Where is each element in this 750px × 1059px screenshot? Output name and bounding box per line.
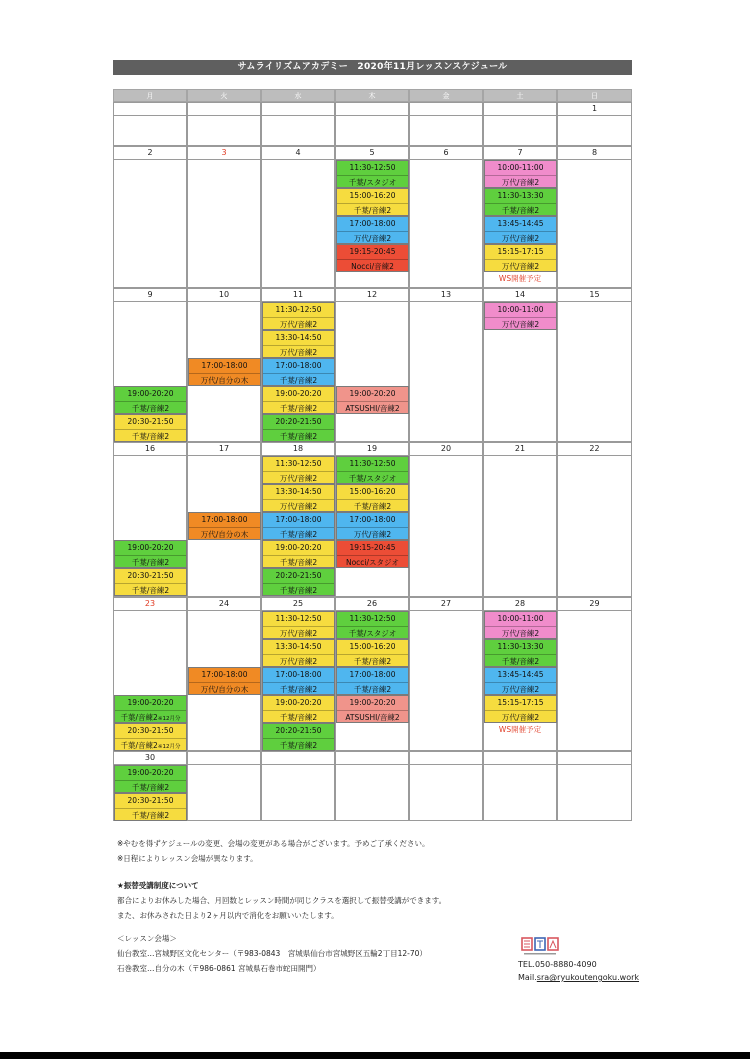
lesson-place-text: 万代/音練2 xyxy=(501,628,540,638)
lesson-block[interactable] xyxy=(114,695,187,723)
lesson-time: 10:00-11:00 xyxy=(497,614,544,623)
lesson-place-text: 万代/音練2 xyxy=(501,233,540,243)
day-cell xyxy=(113,115,187,146)
day-number: 13 xyxy=(409,288,483,302)
lesson-time: 11:30-12:50 xyxy=(275,305,322,314)
lesson-block[interactable] xyxy=(114,540,187,568)
lesson-month-note: ※12月分 xyxy=(157,715,181,722)
venue-ishinomaki: 石巻教室…自分の木（〒986-0861 宮城県石巻市蛇田開門） xyxy=(117,964,321,973)
lesson-time: 19:00-20:20 xyxy=(349,389,396,398)
weekday-header: 火 xyxy=(187,89,261,102)
lesson-block[interactable] xyxy=(484,302,557,330)
lesson-place-text: 万代/音練2 xyxy=(279,347,318,357)
contact-mail xyxy=(518,973,639,982)
venue-differs-note: ※日程によりレッスン会場が異なります。 xyxy=(117,854,258,863)
lesson-block[interactable] xyxy=(336,512,409,540)
lesson-block[interactable] xyxy=(114,793,187,821)
lesson-block[interactable] xyxy=(262,639,335,667)
lesson-place-text: 千葉/音練2 xyxy=(131,585,170,595)
lesson-place xyxy=(337,682,408,696)
lesson-place xyxy=(337,471,408,485)
day-number xyxy=(187,751,261,765)
day-cell xyxy=(483,455,557,597)
lesson-time: 20:30-21:50 xyxy=(127,796,174,805)
lesson-place-text: Nocci/音練2 xyxy=(351,261,394,271)
lesson-place xyxy=(485,259,556,273)
lesson-place xyxy=(485,654,556,668)
day-number: 18 xyxy=(261,442,335,456)
transfer-line-2: また、お休みされた日より2ヶ月以内で消化をお願いいたします。 xyxy=(117,911,339,920)
day-cell xyxy=(335,115,409,146)
lesson-block[interactable] xyxy=(336,611,409,639)
day-number: 26 xyxy=(335,597,409,611)
lesson-place-text: 千葉/音練2 xyxy=(279,431,318,441)
lesson-block[interactable] xyxy=(114,568,187,596)
ws-note: WS開催予定 xyxy=(498,274,542,283)
lesson-time: 11:30-12:50 xyxy=(275,459,322,468)
day-cell xyxy=(261,159,335,288)
day-number: 25 xyxy=(261,597,335,611)
transfer-title: ★振替受講制度について xyxy=(117,881,199,890)
day-number: 23 xyxy=(113,597,187,611)
lesson-time: 13:45-14:45 xyxy=(497,670,544,679)
lesson-time: 20:30-21:50 xyxy=(127,571,174,580)
lesson-place-text: 千葉/音練2 xyxy=(279,375,318,385)
lesson-time: 11:30-12:50 xyxy=(349,614,396,623)
lesson-time: 13:30-14:50 xyxy=(275,487,322,496)
sra-logo-icon xyxy=(520,936,560,958)
lesson-place-text: 万代/自分の木 xyxy=(200,375,249,385)
lesson-time: 19:15-20:45 xyxy=(349,543,396,552)
lesson-place-text: 万代/音練2 xyxy=(279,319,318,329)
lesson-block[interactable] xyxy=(336,160,409,188)
lesson-place xyxy=(189,373,260,387)
lesson-place-text: 万代/音練2 xyxy=(501,177,540,187)
lesson-place xyxy=(263,527,334,541)
day-cell xyxy=(187,159,261,288)
lesson-place-text: 千葉/音練2 xyxy=(279,585,318,595)
day-cell xyxy=(483,764,557,821)
lesson-time: 17:00-18:00 xyxy=(201,361,248,370)
lesson-place-text: 千葉/音練2 xyxy=(131,810,170,820)
day-number: 11 xyxy=(261,288,335,302)
lesson-place-text: 千葉/音練2 xyxy=(279,712,318,722)
lesson-block[interactable] xyxy=(262,695,335,723)
lesson-block[interactable] xyxy=(262,667,335,695)
lesson-place xyxy=(115,738,186,752)
day-number: 2 xyxy=(113,146,187,160)
mail-label: Mail. xyxy=(518,973,537,982)
lesson-block[interactable] xyxy=(484,667,557,695)
day-cell xyxy=(557,455,632,597)
lesson-place-text: 千葉/音練2 xyxy=(131,557,170,567)
day-number: 7 xyxy=(483,146,557,160)
lesson-time: 19:00-20:20 xyxy=(127,543,174,552)
day-number: 15 xyxy=(557,288,632,302)
weekday-header: 日 xyxy=(557,89,632,102)
day-cell xyxy=(409,455,483,597)
lesson-time: 13:30-14:50 xyxy=(275,333,322,342)
lesson-place-text: 万代/音練2 xyxy=(501,684,540,694)
lesson-time: 11:30-13:30 xyxy=(497,191,544,200)
day-number: 14 xyxy=(483,288,557,302)
lesson-place-text: 千葉/音練2 xyxy=(279,557,318,567)
day-number: 6 xyxy=(409,146,483,160)
lesson-block[interactable] xyxy=(262,302,335,330)
day-number xyxy=(261,751,335,765)
lesson-place-text: 千葉/スタジオ xyxy=(348,628,397,638)
lesson-place xyxy=(337,710,408,724)
lesson-block[interactable] xyxy=(336,540,409,568)
lesson-place-text: 千葉/音練2 xyxy=(131,431,170,441)
day-cell xyxy=(409,610,483,751)
lesson-block[interactable] xyxy=(484,611,557,639)
lesson-place xyxy=(337,499,408,513)
lesson-place-text: 千葉/音練2 xyxy=(279,740,318,750)
lesson-place xyxy=(337,527,408,541)
mail-link[interactable]: sra@ryukoutengoku.work xyxy=(536,973,640,982)
lesson-time: 19:00-20:20 xyxy=(275,389,322,398)
lesson-place xyxy=(485,710,556,724)
schedule-title: サムライリズムアカデミー 2020年11月レッスンスケジュール xyxy=(113,60,632,75)
day-cell xyxy=(335,764,409,821)
lesson-place xyxy=(263,583,334,597)
lesson-place xyxy=(263,401,334,415)
lesson-time: 11:30-12:50 xyxy=(275,614,322,623)
lesson-place-text: 万代/音練2 xyxy=(353,233,392,243)
lesson-block[interactable] xyxy=(188,512,261,540)
day-cell xyxy=(187,115,261,146)
lesson-time: 17:00-18:00 xyxy=(275,515,322,524)
day-number xyxy=(261,102,335,116)
lesson-block[interactable] xyxy=(262,456,335,484)
lesson-place xyxy=(263,710,334,724)
lesson-place-text: 千葉/音練2 xyxy=(501,205,540,215)
lesson-time: 19:00-20:20 xyxy=(127,768,174,777)
weekday-header: 水 xyxy=(261,89,335,102)
venue-sendai: 仙台教室…宮城野区文化センター（〒983-0843 宮城県仙台市宮城野区五輪2丁目12-70） xyxy=(117,949,427,958)
lesson-block[interactable] xyxy=(336,639,409,667)
lesson-place xyxy=(263,345,334,359)
day-cell xyxy=(335,301,409,442)
day-number xyxy=(335,102,409,116)
day-number: 10 xyxy=(187,288,261,302)
lesson-place xyxy=(485,175,556,189)
lesson-place-text: 千葉/音練2 xyxy=(279,684,318,694)
day-number xyxy=(187,102,261,116)
lesson-block[interactable] xyxy=(484,244,557,272)
lesson-place xyxy=(189,682,260,696)
lesson-place-text: ATSUSHI/音練2 xyxy=(345,712,400,722)
contact-tel: TEL.050-8880-4090 xyxy=(518,960,597,969)
day-number: 19 xyxy=(335,442,409,456)
lesson-time: 19:00-20:20 xyxy=(275,698,322,707)
lesson-block[interactable] xyxy=(262,358,335,386)
lesson-block[interactable] xyxy=(484,188,557,216)
lesson-block[interactable] xyxy=(484,695,557,723)
lesson-block[interactable] xyxy=(114,765,187,793)
lesson-time: 15:00-16:20 xyxy=(349,487,396,496)
day-number: 12 xyxy=(335,288,409,302)
lesson-month-note: ※12月分 xyxy=(157,743,181,750)
lesson-time: 15:15-17:15 xyxy=(497,698,544,707)
lesson-place-text: 千葉/音練2 xyxy=(279,529,318,539)
lesson-time: 15:15-17:15 xyxy=(497,247,544,256)
lesson-time: 20:20-21:50 xyxy=(275,417,322,426)
lesson-place-text: 千葉/音練2 xyxy=(501,656,540,666)
lesson-block[interactable] xyxy=(262,540,335,568)
lesson-time: 19:00-20:20 xyxy=(127,389,174,398)
lesson-block[interactable] xyxy=(484,160,557,188)
lesson-block[interactable] xyxy=(114,723,187,751)
lesson-time: 19:00-20:20 xyxy=(127,698,174,707)
lesson-block[interactable] xyxy=(484,216,557,244)
lesson-place-text: 万代/音練2 xyxy=(279,501,318,511)
lesson-time: 20:20-21:50 xyxy=(275,571,322,580)
lesson-place-text: 千葉/音練2 xyxy=(353,205,392,215)
lesson-place-text: 千葉/音練2 xyxy=(279,403,318,413)
lesson-time: 11:30-12:50 xyxy=(349,163,396,172)
lesson-place xyxy=(337,175,408,189)
day-number: 16 xyxy=(113,442,187,456)
lesson-time: 17:00-18:00 xyxy=(349,219,396,228)
day-number: 21 xyxy=(483,442,557,456)
lesson-place xyxy=(263,471,334,485)
weekday-header: 木 xyxy=(335,89,409,102)
day-number xyxy=(409,102,483,116)
lesson-time: 17:00-18:00 xyxy=(275,361,322,370)
lesson-place xyxy=(337,555,408,569)
lesson-block[interactable] xyxy=(336,695,409,723)
lesson-place-text: 千葉/音練2 xyxy=(353,656,392,666)
lesson-place-text: 千葉/音練2 xyxy=(131,403,170,413)
lesson-time: 13:30-14:50 xyxy=(275,642,322,651)
lesson-time: 11:30-13:30 xyxy=(497,642,544,651)
bottom-bar xyxy=(0,1052,750,1059)
lesson-block[interactable] xyxy=(336,667,409,695)
lesson-block[interactable] xyxy=(262,330,335,358)
day-number xyxy=(409,751,483,765)
lesson-place xyxy=(337,654,408,668)
day-cell xyxy=(557,301,632,442)
day-number: 27 xyxy=(409,597,483,611)
schedule-change-note: ※やむを得ずケジュールの変更、会場の変更がある場合がございます。予めご了承ください。 xyxy=(117,839,430,848)
lesson-time: 20:20-21:50 xyxy=(275,726,322,735)
lesson-block[interactable] xyxy=(262,512,335,540)
day-number xyxy=(483,102,557,116)
lesson-block[interactable] xyxy=(262,386,335,414)
lesson-block[interactable] xyxy=(484,639,557,667)
lesson-place-text: 千葉/音練2 xyxy=(131,782,170,792)
lesson-place-text: 万代/自分の木 xyxy=(200,529,249,539)
lesson-block[interactable] xyxy=(262,723,335,751)
lesson-place xyxy=(485,626,556,640)
lesson-place-text: 万代/音練2 xyxy=(279,656,318,666)
lesson-place-text: 万代/音練2 xyxy=(353,529,392,539)
lesson-block[interactable] xyxy=(262,484,335,512)
day-number xyxy=(335,751,409,765)
lesson-block[interactable] xyxy=(262,414,335,442)
lesson-place xyxy=(115,780,186,794)
lesson-time: 17:00-18:00 xyxy=(275,670,322,679)
lesson-place xyxy=(337,626,408,640)
lesson-place xyxy=(263,654,334,668)
lesson-time: 19:15-20:45 xyxy=(349,247,396,256)
lesson-place xyxy=(485,231,556,245)
lesson-block[interactable] xyxy=(336,386,409,414)
lesson-block[interactable] xyxy=(336,188,409,216)
lesson-place xyxy=(337,259,408,273)
lesson-place xyxy=(263,682,334,696)
day-cell xyxy=(187,764,261,821)
day-number: 30 xyxy=(113,751,187,765)
lesson-place-text: 万代/自分の木 xyxy=(200,684,249,694)
lesson-block[interactable] xyxy=(188,358,261,386)
day-cell xyxy=(409,301,483,442)
lesson-place-text: 万代/音練2 xyxy=(279,473,318,483)
lesson-time: 19:00-20:20 xyxy=(349,698,396,707)
day-cell xyxy=(557,159,632,288)
lesson-place xyxy=(337,203,408,217)
lesson-time: 17:00-18:00 xyxy=(349,670,396,679)
lesson-place xyxy=(115,555,186,569)
day-cell xyxy=(261,764,335,821)
lesson-time: 17:00-18:00 xyxy=(201,670,248,679)
lesson-time: 15:00-16:20 xyxy=(349,642,396,651)
lesson-place xyxy=(485,203,556,217)
lesson-place-text: 千葉/スタジオ xyxy=(348,473,397,483)
day-cell xyxy=(409,115,483,146)
lesson-place-text: Nocci/スタジオ xyxy=(345,557,400,567)
lesson-place xyxy=(337,231,408,245)
lesson-place xyxy=(115,808,186,822)
lesson-place xyxy=(115,583,186,597)
lesson-place xyxy=(485,682,556,696)
lesson-place xyxy=(115,429,186,443)
lesson-time: 11:30-12:50 xyxy=(349,459,396,468)
weekday-header: 月 xyxy=(113,89,187,102)
transfer-line-1: 都合によりお休みした場合、月回数とレッスン時間が同じクラスを選択して振替受講ができます。 xyxy=(117,896,447,905)
day-cell xyxy=(557,115,632,146)
lesson-time: 10:00-11:00 xyxy=(497,305,544,314)
lesson-place xyxy=(263,738,334,752)
lesson-place-text: 万代/音練2 xyxy=(501,712,540,722)
lesson-block[interactable] xyxy=(262,568,335,596)
lesson-block[interactable] xyxy=(114,414,187,442)
lesson-place xyxy=(263,499,334,513)
lesson-time: 13:45-14:45 xyxy=(497,219,544,228)
lesson-block[interactable] xyxy=(262,611,335,639)
day-number: 1 xyxy=(557,102,632,116)
day-cell xyxy=(557,610,632,751)
day-cell xyxy=(261,115,335,146)
venue-title: ＜レッスン会場＞ xyxy=(117,934,177,943)
day-number: 29 xyxy=(557,597,632,611)
day-number xyxy=(113,102,187,116)
lesson-block[interactable] xyxy=(336,244,409,272)
lesson-place xyxy=(485,317,556,331)
day-number xyxy=(557,751,632,765)
lesson-time: 20:30-21:50 xyxy=(127,726,174,735)
lesson-time: 17:00-18:00 xyxy=(349,515,396,524)
lesson-place xyxy=(337,401,408,415)
lesson-place-text: 千葉/音練2 xyxy=(120,740,158,750)
day-cell xyxy=(409,764,483,821)
lesson-place-text: ATSUSHI/音練2 xyxy=(345,403,400,413)
lesson-time: 15:00-16:20 xyxy=(349,191,396,200)
lesson-time: 19:00-20:20 xyxy=(275,543,322,552)
lesson-place-text: 万代/音練2 xyxy=(279,628,318,638)
day-cell xyxy=(557,764,632,821)
day-number xyxy=(483,751,557,765)
lesson-place-text: 千葉/音練2 xyxy=(120,712,158,722)
lesson-block[interactable] xyxy=(336,484,409,512)
lesson-place-text: 千葉/スタジオ xyxy=(348,177,397,187)
day-number: 4 xyxy=(261,146,335,160)
day-number: 5 xyxy=(335,146,409,160)
lesson-place xyxy=(263,555,334,569)
lesson-time: 20:30-21:50 xyxy=(127,417,174,426)
weekday-header: 土 xyxy=(483,89,557,102)
lesson-place-text: 千葉/音練2 xyxy=(353,684,392,694)
day-cell xyxy=(113,159,187,288)
day-number: 20 xyxy=(409,442,483,456)
lesson-block[interactable] xyxy=(114,386,187,414)
calendar-grid xyxy=(113,89,632,821)
ws-note: WS開催予定 xyxy=(498,725,542,734)
day-number: 17 xyxy=(187,442,261,456)
weekday-header: 金 xyxy=(409,89,483,102)
day-number: 22 xyxy=(557,442,632,456)
lesson-block[interactable] xyxy=(336,456,409,484)
lesson-place-text: 千葉/音練2 xyxy=(353,501,392,511)
day-number: 28 xyxy=(483,597,557,611)
day-number: 8 xyxy=(557,146,632,160)
day-cell xyxy=(409,159,483,288)
lesson-block[interactable] xyxy=(336,216,409,244)
lesson-place xyxy=(189,527,260,541)
lesson-time: 17:00-18:00 xyxy=(201,515,248,524)
day-number: 24 xyxy=(187,597,261,611)
lesson-place-text: 万代/音練2 xyxy=(501,261,540,271)
day-number: 3 xyxy=(187,146,261,160)
lesson-block[interactable] xyxy=(188,667,261,695)
lesson-place xyxy=(263,626,334,640)
lesson-place xyxy=(263,429,334,443)
lesson-place-text: 万代/音練2 xyxy=(501,319,540,329)
lesson-place xyxy=(115,710,186,724)
day-number: 9 xyxy=(113,288,187,302)
lesson-time: 10:00-11:00 xyxy=(497,163,544,172)
lesson-place xyxy=(263,373,334,387)
day-cell xyxy=(483,115,557,146)
lesson-place xyxy=(263,317,334,331)
lesson-place xyxy=(115,401,186,415)
